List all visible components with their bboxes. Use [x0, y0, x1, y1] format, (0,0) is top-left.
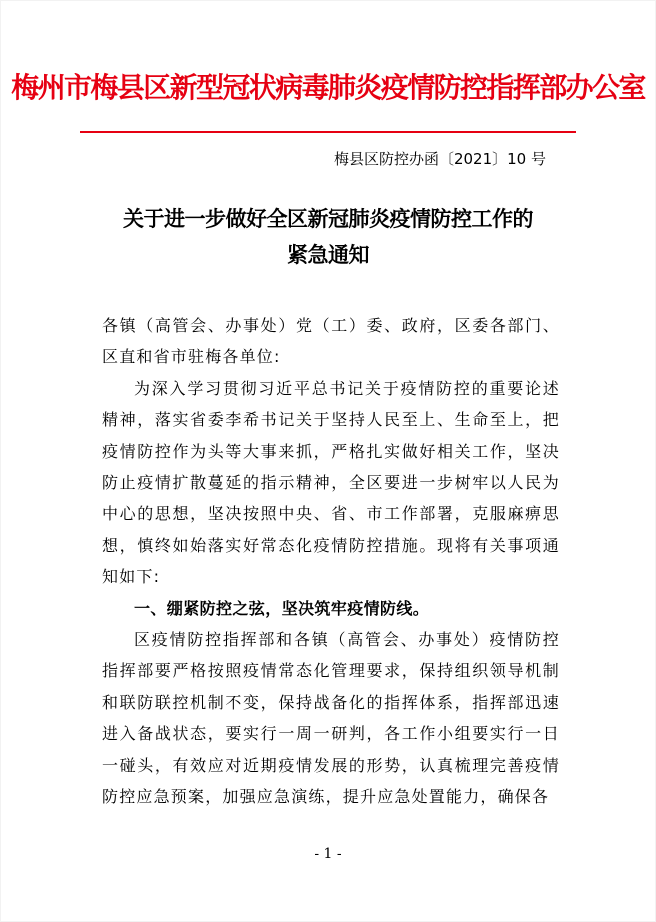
section-1-heading: 一、绷紧防控之弦，坚决筑牢疫情防线。: [134, 598, 430, 618]
issuing-office-header: 梅州市梅县区新型冠状病毒肺炎疫情防控指挥部办公室: [11, 71, 645, 104]
document-number: 梅县区防控办函〔2021〕10 号: [333, 150, 546, 168]
section-1-paragraph: 区疫情防控指挥部和各镇（高管会、办事处）疫情防控指挥部要严格按照疫情常态化管理要求，保持组织领导机制和联防联控机制不变，保持战备化的指挥体系，指挥部迅速进入备战状态，要实行一周一研判，各工作小组要实行一日一碰头，有效应对近期疫情发展的形势，认真梳理完善疫情防控应急预案，加强应急演练，提升应急处置能力，确保各: [102, 630, 560, 807]
document-title-line-2: 紧急通知: [287, 242, 369, 267]
page-number: - 1 -: [314, 846, 342, 862]
document-title-line-1: 关于进一步做好全区新冠肺炎疫情防控工作的: [123, 206, 533, 231]
red-divider-line: [80, 131, 576, 133]
document-body: [102, 310, 560, 813]
intro-paragraph: 为深入学习贯彻习近平总书记关于疫情防控的重要论述精神，落实省委李希书记关于坚持人民至上、生命至上，把疫情防控作为头等大事来抓，严格扎实做好相关工作，坚决防止疫情扩散蔓延的指示精神，全区要进一步树牢以人民为中心的思想，坚决按照中央、省、市工作部署，克服麻痹思想，慎终如始落实好常态化疫情防控措施。现将有关事项通知如下:: [102, 378, 560, 587]
recipients-line: 各镇（高管会、办事处）党（工）委、政府，区委各部门、区直和省市驻梅各单位:: [102, 316, 560, 367]
